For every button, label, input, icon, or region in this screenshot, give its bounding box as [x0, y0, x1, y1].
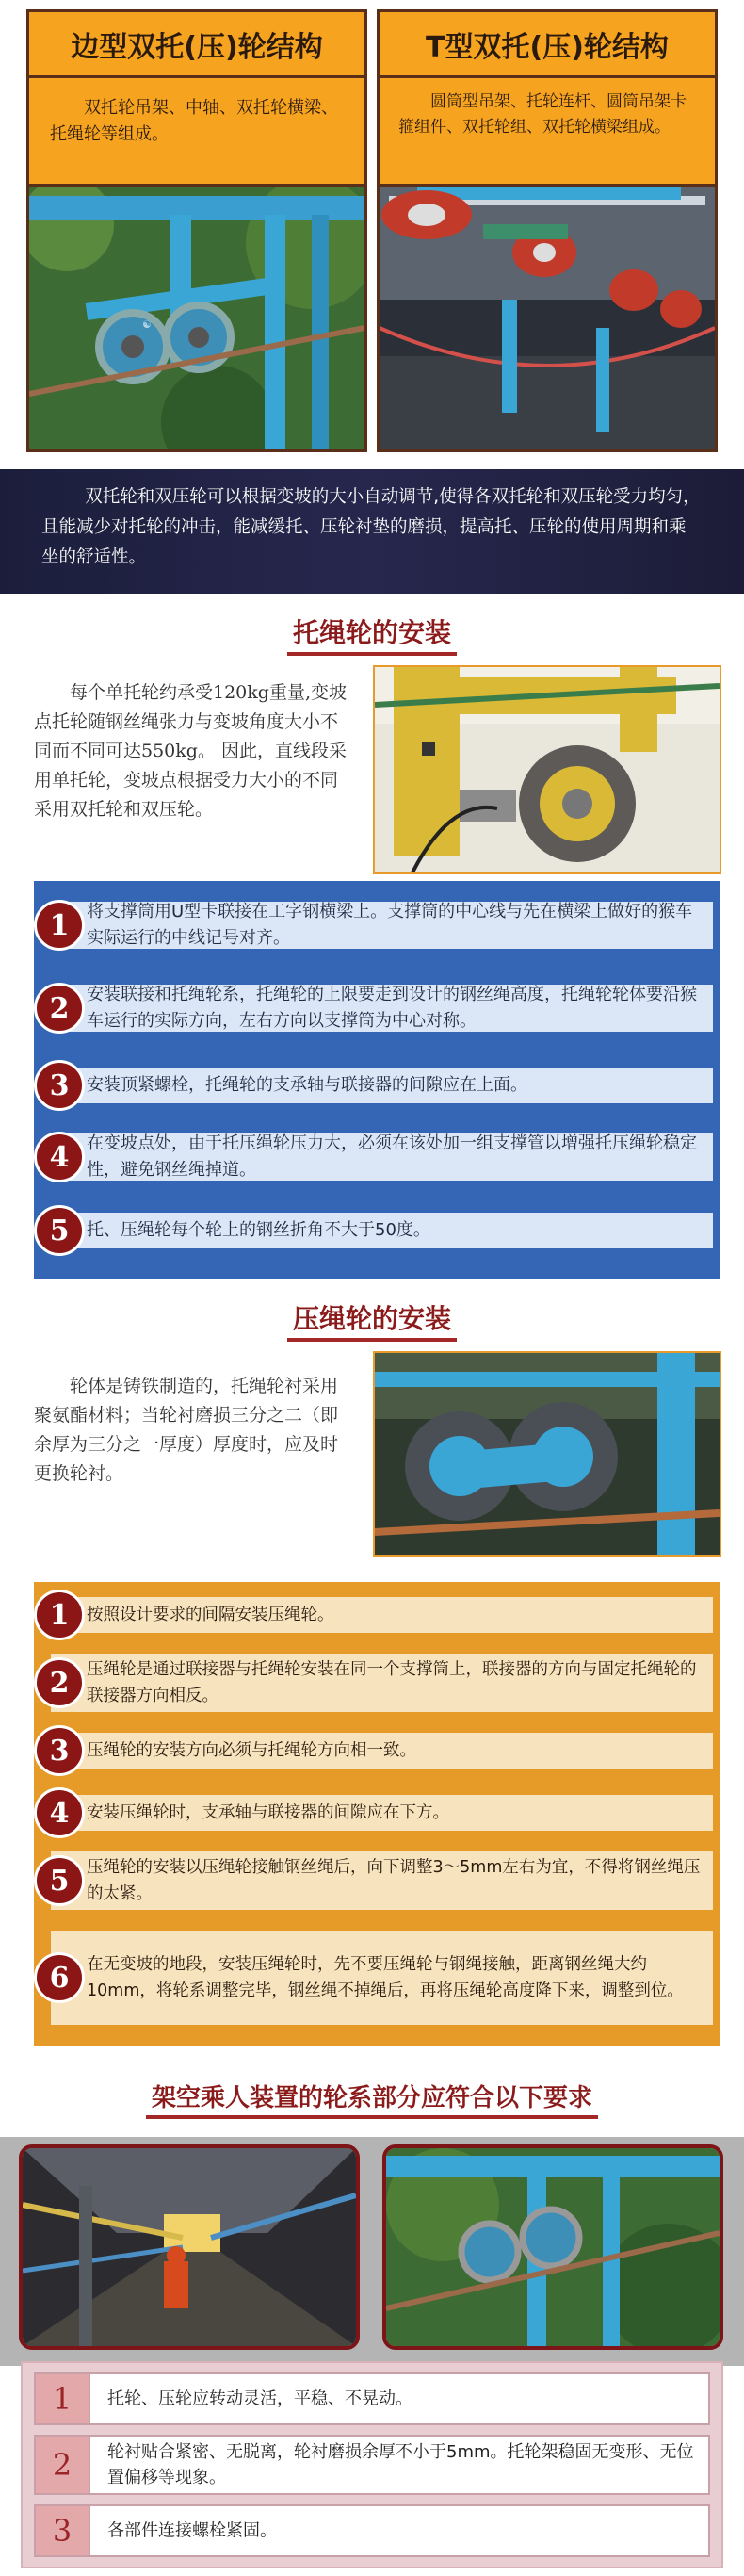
step-text: 按照设计要求的间隔安装压绳轮。 [87, 1606, 334, 1624]
step-text: 安装顶紧螺栓，托绳轮的支承轴与联接器的间隙应在上面。 [87, 1075, 527, 1095]
pressure-wheel-steps [34, 1582, 720, 2046]
side-type-description: 双托轮吊架、中轴、双托轮横梁、托绳轮等组成。 [50, 98, 338, 144]
requirement-item-1 [34, 2372, 710, 2425]
step-text: 安装压绳轮时，支承轴与联接器的间隙应在下方。 [87, 1803, 449, 1822]
tunnel-photo [19, 2144, 360, 2350]
step-number-badge: 2 [34, 1657, 85, 1708]
step-number-badge: 3 [34, 1060, 85, 1111]
requirement-text: 托轮、压轮应转动灵活，平稳、不晃动。 [107, 2389, 412, 2409]
section-title-requirements [0, 2079, 744, 2119]
requirements-list [21, 2361, 723, 2568]
requirement-text: 各部件连接螺栓紧固。 [107, 2520, 277, 2541]
step-number-badge: 3 [34, 1725, 85, 1776]
photo-watermark: ☯ [142, 318, 152, 331]
t-type-description: 圆筒型吊架、托轮连杆、圆筒吊架卡箍组件、双托轮组、双托轮横梁组成。 [398, 92, 687, 137]
t-type-photo [380, 184, 715, 449]
step-number-badge: 2 [34, 983, 85, 1034]
step-number-badge: 1 [34, 1590, 85, 1640]
requirement-item-2 [34, 2435, 710, 2495]
support-step-3 [34, 1068, 720, 1103]
t-type-title: T型双托(压)轮结构 [380, 12, 715, 78]
step-text: 压绳轮是通过联接器与托绳轮安装在同一个支撑筒上，联接器的方向与固定托绳轮的联接器方向相反。 [87, 1660, 697, 1705]
t-type-panel [377, 9, 718, 452]
pressure-step-3 [34, 1733, 720, 1769]
step-text: 压绳轮的安装方向必须与托绳轮方向相一致。 [87, 1741, 416, 1760]
requirement-item-3 [34, 2504, 710, 2557]
orchard-line-photo [382, 2144, 723, 2350]
pressure-wheel-intro: 轮体是铸铁制造的，托绳轮衬采用聚氨酯材料；当轮衬磨损三分之二（即余厚为三分之一厚度）厚度时，应及时更换轮衬。 [34, 1376, 339, 1484]
pressure-wheel-photo [373, 1351, 721, 1557]
structure-panels [26, 9, 718, 452]
section-title-support-wheel [0, 612, 744, 656]
pressure-step-6 [34, 1931, 720, 2025]
requirement-number: 3 [36, 2506, 90, 2555]
step-number-badge: 6 [34, 1952, 85, 2003]
section-title-support-wheel-text: 托绳轮的安装 [287, 612, 457, 656]
section-title-pressure-wheel-text: 压绳轮的安装 [287, 1298, 457, 1342]
adjustment-banner [0, 469, 744, 594]
step-number-badge: 4 [34, 1132, 85, 1182]
step-text: 在无变坡的地段，安装压绳轮时，先不要压绳轮与钢绳接触，距离钢丝绳大约10mm，将轮系调整完毕，钢丝绳不掉绳后，再将压绳轮高度降下来，调整到位。 [87, 1955, 684, 2000]
pressure-step-4 [34, 1795, 720, 1831]
step-number-badge: 5 [34, 1205, 85, 1256]
support-wheel-photo [373, 665, 721, 874]
support-step-4 [34, 1133, 720, 1181]
requirement-text: 轮衬贴合紧密、无脱离，轮衬磨损余厚不小于5mm。托轮架稳固无变形、无位置偏移等现象。 [107, 2442, 694, 2487]
support-wheel-intro: 每个单托轮约承受120kg重量,变坡点托轮随钢丝绳张力与变坡角度大小不同而不同可达550kg。 因此，直线段采用单托轮，变坡点根据受力大小的不同采用双托轮和双压轮。 [34, 682, 347, 820]
step-text: 托、压绳轮每个轮上的钢丝折角不大于50度。 [87, 1220, 430, 1240]
support-step-2 [34, 985, 720, 1032]
section-title-requirements-text: 架空乘人装置的轮系部分应符合以下要求 [146, 2079, 598, 2119]
support-wheel-steps [34, 881, 720, 1279]
step-text: 在变坡点处，由于托压绳轮压力大，必须在该处加一组支撑管以增强托压绳轮稳定性，避免钢丝绳掉道。 [87, 1133, 697, 1180]
side-type-photo [29, 184, 364, 449]
step-text: 将支撑筒用U型卡联接在工字钢横梁上。支撑筒的中心线与先在横梁上做好的猴车实际运行的中线记号对齐。 [87, 902, 693, 948]
side-type-panel [26, 9, 367, 452]
requirement-number: 2 [36, 2437, 90, 2493]
pressure-step-1 [34, 1597, 720, 1633]
support-step-1 [34, 902, 720, 949]
pressure-step-2 [34, 1654, 720, 1712]
section-title-pressure-wheel [0, 1298, 744, 1342]
step-text: 安装联接和托绳轮系，托绳轮的上限要走到设计的钢丝绳高度，托绳轮轮体要沿猴车运行的实际方向，左右方向以支撑筒为中心对称。 [87, 985, 697, 1031]
step-text: 压绳轮的安装以压绳轮接触钢丝绳后，向下调整3～5mm左右为宜，不得将钢丝绳压的太紧。 [87, 1858, 701, 1903]
requirement-number: 1 [36, 2374, 90, 2423]
step-number-badge: 5 [34, 1855, 85, 1906]
pressure-step-5 [34, 1851, 720, 1910]
step-number-badge: 1 [34, 900, 85, 951]
step-number-badge: 4 [34, 1787, 85, 1838]
support-step-5 [34, 1213, 720, 1248]
banner-text: 双托轮和双压轮可以根据变坡的大小自动调节,使得各双托轮和双压轮受力均匀，且能减少对托轮的冲击，能减缓托、压轮衬垫的磨损，提高托、压轮的使用周期和乘坐的舒适性。 [41, 487, 701, 567]
side-type-title: 边型双托(压)轮结构 [29, 12, 364, 78]
